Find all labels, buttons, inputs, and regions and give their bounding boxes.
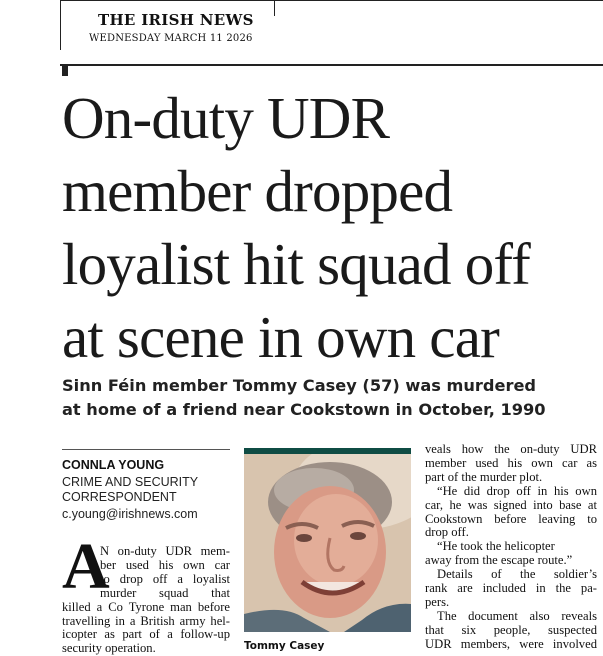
body-line: icopter as part of a follow-up	[62, 627, 230, 642]
body-line: member used his own car as	[425, 455, 597, 470]
publication-date: WEDNESDAY MARCH 11 2026	[89, 33, 253, 44]
portrait-photo	[244, 454, 411, 632]
body-line: away from the escape route.”	[425, 553, 573, 568]
headline-line: member dropped	[62, 158, 453, 224]
body-line: ber used his own car	[100, 557, 230, 572]
body-line: The document also reveals	[437, 608, 597, 623]
section-rule-marker	[62, 64, 68, 76]
body-line: murder squad that	[100, 585, 230, 600]
article-column-1	[62, 545, 230, 656]
body-line: “He took the helicopter	[437, 539, 555, 554]
body-line: killed a Co Tyrone man before	[62, 599, 230, 614]
masthead-top-rule	[60, 0, 603, 1]
byline-rule	[62, 449, 230, 450]
byline-role-line: CRIME AND SECURITY	[62, 475, 199, 489]
standfirst-line: at home of a friend near Cookstown in October, 1990	[62, 400, 546, 419]
body-line: drop off.	[425, 525, 469, 540]
masthead-left-rule	[60, 0, 61, 50]
body-line: UDR members, were involved	[425, 636, 597, 651]
masthead-right-rule	[274, 0, 275, 16]
body-line: Cookstown before leaving to	[425, 511, 597, 526]
body-line: to drop off a loyalist	[100, 571, 230, 586]
body-line: veals how the on-duty UDR	[425, 442, 597, 456]
article-column-3	[425, 443, 597, 652]
standfirst-line: Sinn Féin member Tommy Casey (57) was murdered	[62, 376, 537, 395]
section-rule	[60, 64, 603, 66]
byline-email[interactable]: c.young@irishnews.com	[62, 507, 198, 521]
headline-line: at scene in own car	[62, 304, 499, 370]
photo-caption: Tommy Casey	[244, 640, 325, 652]
body-line: that six people, suspected	[425, 622, 597, 637]
drop-cap: A	[62, 530, 110, 603]
body-line: security operation.	[62, 641, 156, 656]
portrait-photo-icon	[244, 454, 411, 632]
headline-line: On-duty UDR	[62, 85, 390, 151]
standfirst	[62, 374, 603, 422]
body-line: travelling in a British army hel-	[62, 613, 230, 628]
headline-line: loyalist hit squad off	[62, 231, 531, 297]
body-line: pers.	[425, 594, 450, 609]
body-line: “He did drop off in his own	[437, 483, 597, 498]
body-line: N on-duty UDR mem-	[100, 544, 230, 558]
headline	[62, 82, 603, 374]
body-line: part of the murder plot.	[425, 469, 543, 484]
body-line: rank are included in the pa-	[425, 581, 597, 596]
byline-name: CONNLA YOUNG	[62, 458, 165, 472]
body-line: car, he was signed into base at	[425, 497, 597, 512]
byline-role-line: CORRESPONDENT	[62, 490, 177, 504]
publication-name: THE IRISH NEWS	[98, 11, 254, 29]
byline-role	[62, 475, 232, 505]
body-line: Details of the soldier’s	[437, 567, 597, 582]
